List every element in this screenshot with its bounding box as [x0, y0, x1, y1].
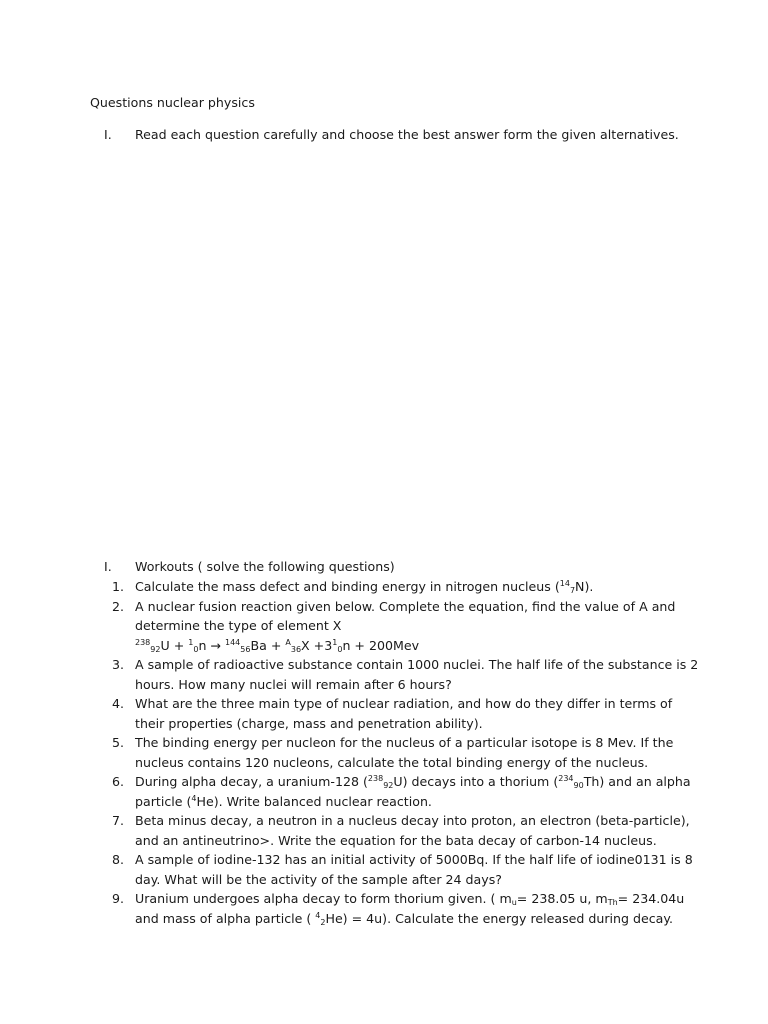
question-7	[0, 811, 690, 850]
question-number: 3.	[112, 657, 125, 672]
question-number: 8.	[112, 852, 125, 867]
question-8	[0, 850, 693, 889]
question-text: and mass of alpha particle ( $^4_2$He) = 4u). Calculate the energy released during decay.	[135, 910, 674, 927]
question-list	[0, 577, 768, 928]
question-number: 7.	[112, 813, 125, 828]
section-heading: Workouts ( solve the following questions)	[135, 559, 395, 574]
question-text: What are the three main type of nuclear radiation, and how do they differ in terms of	[135, 696, 673, 711]
question-number: 2.	[112, 598, 125, 614]
section-workouts	[0, 557, 768, 577]
question-text: Uranium undergoes alpha decay to form thorium given. ( $m_u= 238.05$ u, $m_{Th}= 234.04u$	[135, 891, 685, 907]
question-1	[0, 577, 675, 597]
question-text: and an antineutrino>. Write the equation for the bata decay of carbon-14 nucleus.	[135, 832, 657, 848]
question-text: A nuclear fusion reaction given below. Complete the equation, find the value of A and	[135, 598, 676, 614]
document-title: Questions nuclear physics	[90, 95, 255, 110]
question-text: particle ($^4$He). Write balanced nuclear reaction.	[135, 793, 432, 809]
question-6	[0, 772, 691, 811]
section-multiple-choice	[0, 125, 768, 145]
question-3	[0, 655, 699, 694]
question-text: determine the type of element X	[135, 618, 342, 633]
question-text: nucleus contains 120 nucleons, calculate the total binding energy of the nucleus.	[135, 754, 649, 770]
question-text: their properties (charge, mass and penetration ability).	[135, 715, 483, 731]
question-text: day. What will be the activity of the sample after 24 days?	[135, 871, 502, 887]
question-9	[0, 889, 685, 928]
question-text: The binding energy per nucleon for the nucleus of a particular isotope is 8 Mev. If the	[135, 735, 674, 750]
question-2	[0, 597, 675, 656]
nuclear-equation: $^{238}_{92}U + ^1_0n \to ^{144}_{56}Ba + ^A_{36}X +3^1_0n + 200Mev$	[135, 637, 420, 654]
question-number: 4.	[112, 696, 125, 711]
question-5	[0, 733, 675, 772]
question-4	[0, 694, 675, 733]
section-numeral: I.	[104, 559, 112, 574]
question-text: Calculate the mass defect and binding energy in nitrogen nucleus ($^{14}_7$N).	[135, 579, 594, 595]
question-text: A sample of radioactive substance contain 1000 nuclei. The half life of the substance is 2	[135, 657, 699, 672]
question-number: 1.	[112, 579, 125, 594]
question-text: hours. How many nuclei will remain after 6 hours?	[135, 676, 452, 692]
section-instruction: Read each question carefully and choose the best answer form the given alternatives.	[135, 127, 679, 142]
question-number: 6.	[112, 774, 125, 789]
question-text: A sample of iodine-132 has an initial activity of 5000Bq. If the half life of iodine0131 is 8	[135, 852, 693, 867]
question-number: 5.	[112, 735, 125, 750]
question-text: Beta minus decay, a neutron in a nucleus decay into proton, an electron (beta-particle),	[135, 813, 690, 828]
question-text: During alpha decay, a uranium-128 ($^{238}_{92}$U) decays into a thorium ($^{234}_{90}$Th) and an alpha	[135, 774, 691, 790]
question-number: 9.	[112, 891, 125, 906]
section-numeral: I.	[104, 127, 112, 142]
